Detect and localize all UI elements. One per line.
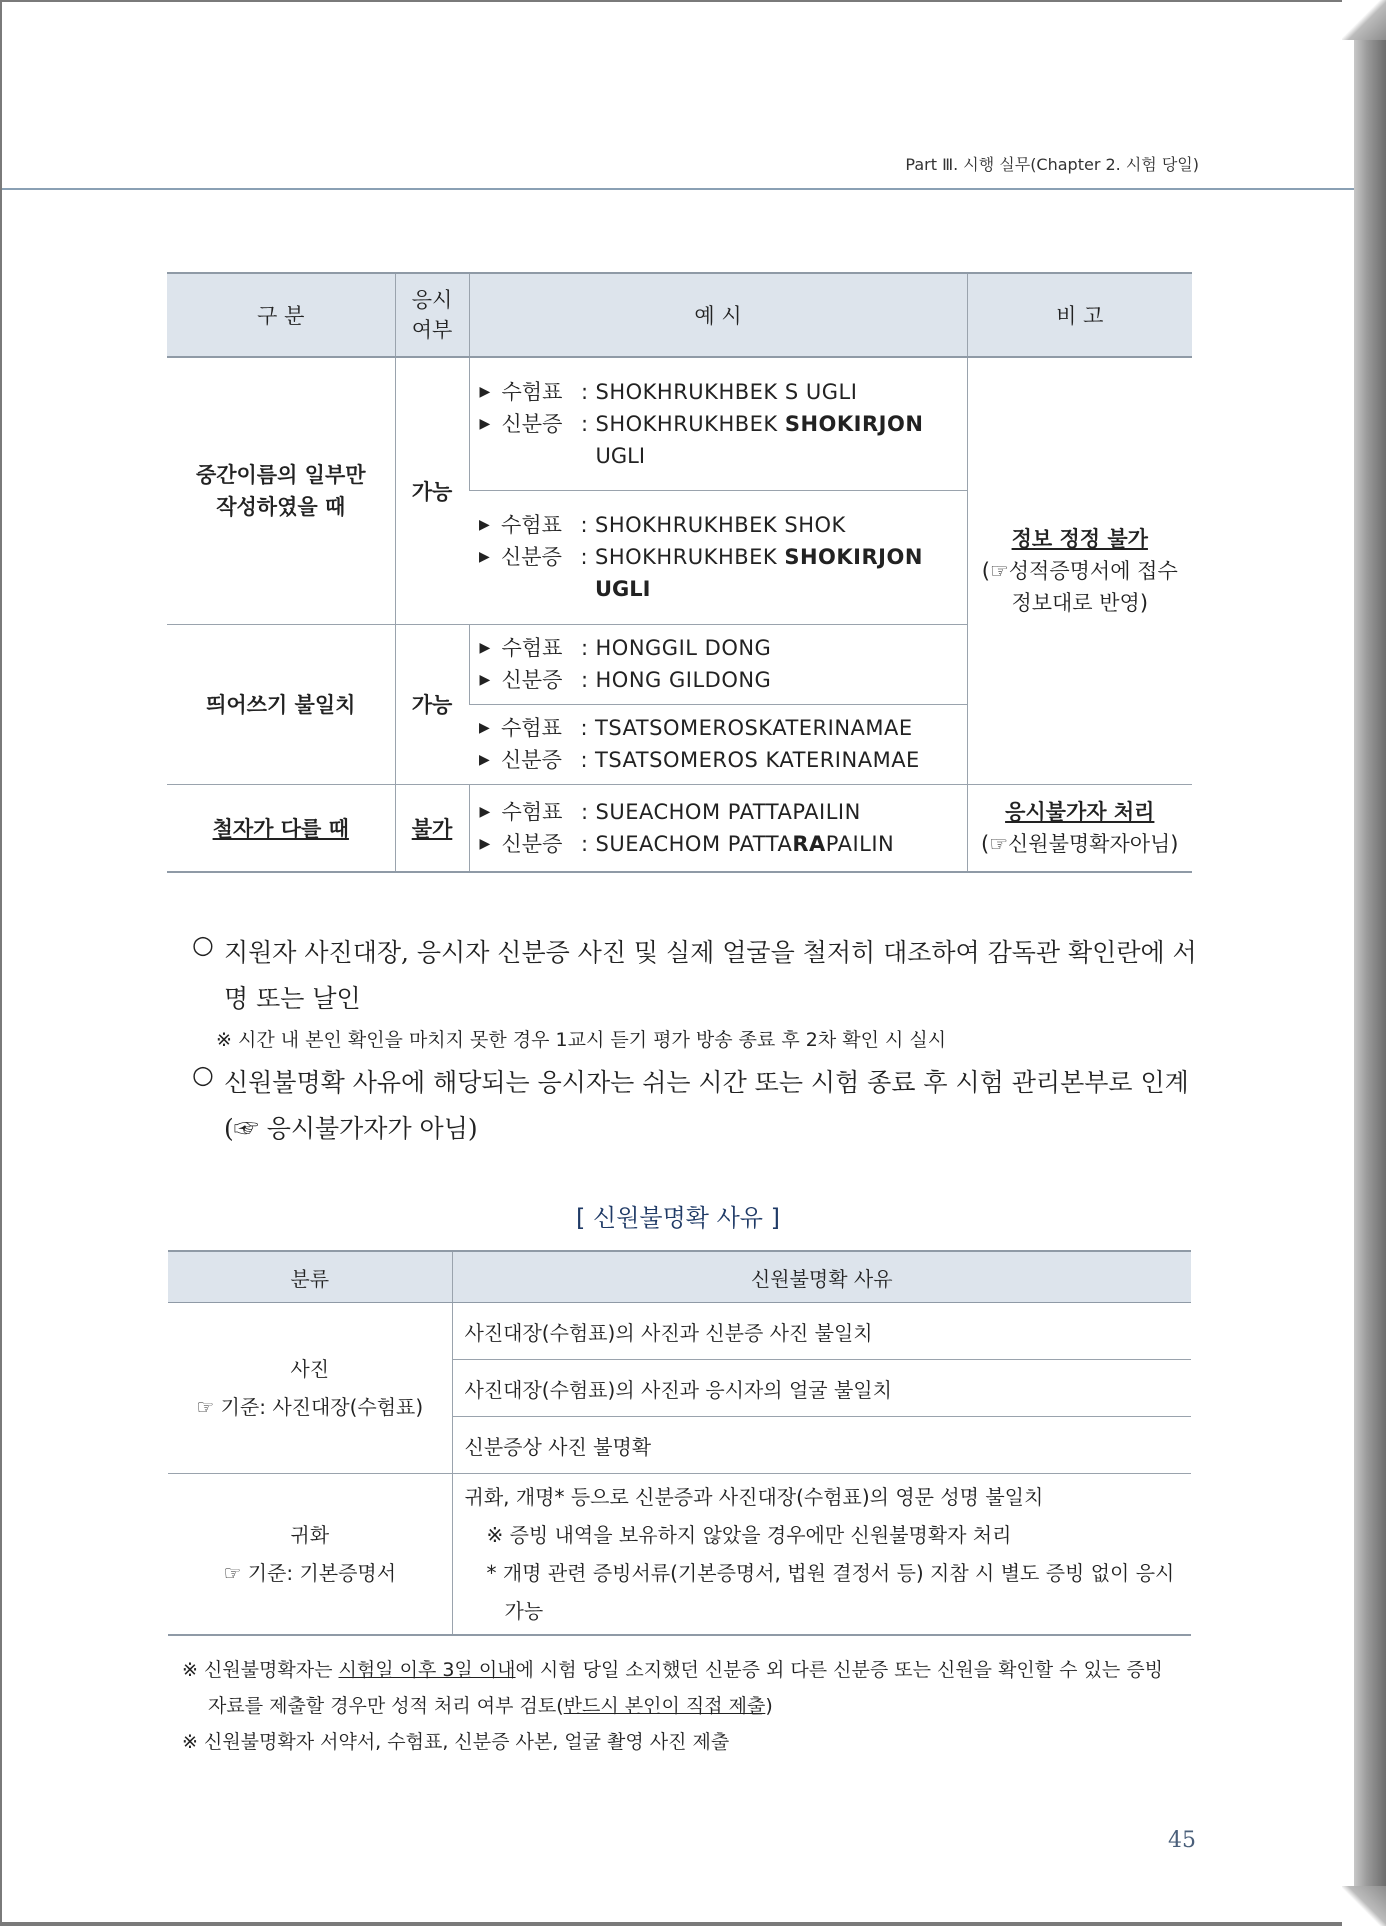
header-allowed: 응시 여부 <box>395 273 469 357</box>
example-cell: ▶ 수험표 : SHOKHRUKHBEK SHOK ▶ 신분증 : SHOKHRUKHBEK SHOKIRJON UGLI <box>469 490 967 624</box>
bullet-handover: ○ 신원불명확 사유에 해당되는 응시자는 쉬는 시간 또는 시험 종료 후 시험 관리본부로 인계 (☞ 응시불가자가 아님) <box>192 1060 1189 1143</box>
header-rule <box>2 188 1354 190</box>
document-page <box>2 2 1354 1922</box>
page-curl-top <box>1342 0 1386 40</box>
example-cell: ▶ 수험표 : SHOKHRUKHBEK S UGLI ▶ 신분증 : SHOKHRUKHBEK SHOKIRJON UGLI <box>469 357 967 490</box>
reason-item: 사진대장(수험표)의 사진과 응시자의 얼굴 불일치 <box>452 1360 1191 1417</box>
footnote-documents: ※ 신원불명확자 서약서, 수험표, 신분증 사본, 얼굴 촬영 사진 제출 <box>182 1731 730 1753</box>
circle-bullet-icon: ○ <box>192 930 214 959</box>
page-edge-shadow <box>1354 0 1386 1926</box>
reason-item: 사진대장(수험표)의 사진과 신분증 사진 불일치 <box>452 1303 1191 1360</box>
bullet-note: ※ 시간 내 본인 확인을 마치지 못한 경우 1교시 듣기 평가 방송 종료 후 2차 확인 시 실시 <box>216 1029 947 1051</box>
reason-item: 신분증상 사진 불명확 <box>452 1417 1191 1474</box>
page-number: 45 <box>1168 1828 1196 1853</box>
header-class: 분류 <box>168 1251 452 1303</box>
reason-naturalization: 귀화, 개명* 등으로 신분증과 사진대장(수험표)의 영문 성명 불일치 ※ 증빙 내역을 보유하지 않았을 경우에만 신원불명확자 처리 * 개명 관련 증빙서류(기본증명서, 법원 결정서 등) 지참 시 별도 증빙 없이 응시 가능 <box>452 1474 1191 1636</box>
example-cell: ▶ 수험표 : HONGGIL DONG ▶ 신분증 : HONG GILDONG <box>469 624 967 704</box>
category-middle-name: 중간이름의 일부만 작성하였을 때 <box>167 357 395 624</box>
header-example: 예 시 <box>469 273 967 357</box>
bullet-photo-check: ○ 지원자 사진대장, 응시자 신분증 사진 및 실제 얼굴을 철저히 대조하여 감독관 확인란에 서명 또는 날인 <box>192 930 1197 1013</box>
allowed-middle-name: 가능 <box>395 357 469 624</box>
category-spacing: 띄어쓰기 불일치 <box>167 624 395 784</box>
example-cell: ▶ 수험표 : SUEACHOM PATTAPAILIN ▶ 신분증 : SUEACHOM PATTARAPAILIN <box>469 784 967 872</box>
header-reason: 신원불명확 사유 <box>452 1251 1191 1303</box>
footnote-submission: ※ 신원불명확자는 시험일 이후 3일 이내에 시험 당일 소지했던 신분증 외 다른 신분증 또는 신원을 확인할 수 있는 증빙 자료를 제출할 경우만 성적 처리 여부 검토(반드시 본인이 직접 제출) <box>182 1659 1164 1717</box>
unclear-identity-table <box>168 1250 1191 1636</box>
allowed-spelling: 불가 <box>395 784 469 872</box>
allowed-spacing: 가능 <box>395 624 469 784</box>
remark-correction: 정보 정정 불가 (☞성적증명서에 접수 정보대로 반영) <box>967 357 1192 784</box>
page-curl-bottom <box>1342 1886 1386 1926</box>
header-category: 구 분 <box>167 273 395 357</box>
running-header: Part Ⅲ. 시행 실무(Chapter 2. 시험 당일) <box>905 155 1199 174</box>
table-caption: [ 신원불명확 사유 ] <box>576 1204 780 1232</box>
remark-ineligible: 응시불가자 처리 (☞신원불명확자아님) <box>967 784 1192 872</box>
header-remark: 비 고 <box>967 273 1192 357</box>
example-cell: ▶ 수험표 : TSATSOMEROSKATERINAMAE ▶ 신분증 : TSATSOMEROS KATERINAMAE <box>469 704 967 784</box>
name-mismatch-table <box>167 272 1192 873</box>
category-naturalization: 귀화 ☞ 기준: 기본증명서 <box>168 1474 452 1636</box>
circle-bullet-icon: ○ <box>192 1060 214 1089</box>
category-spelling: 철자가 다를 때 <box>167 784 395 872</box>
category-photo: 사진 ☞ 기준: 사진대장(수험표) <box>168 1303 452 1474</box>
